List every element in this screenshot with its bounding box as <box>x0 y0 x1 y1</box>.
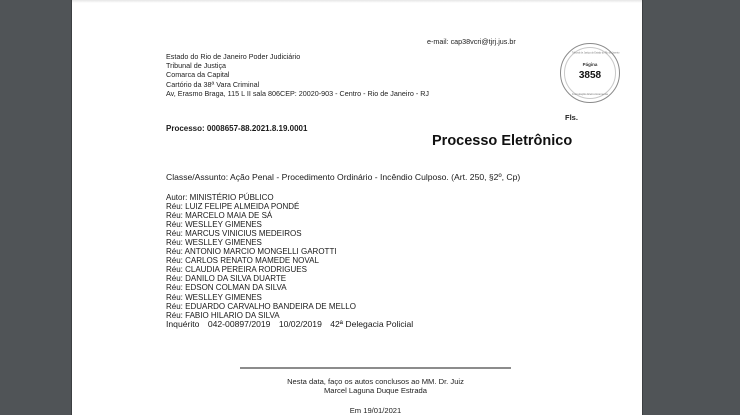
address-text: Av, Erasmo Braga, 115 L II sala 806CEP: 20020-903 - Centro - Rio de Janeiro - RJ <box>166 88 430 98</box>
judge-name: Marcel Laguna Duque Estrada <box>323 386 427 395</box>
document-page <box>72 0 642 415</box>
party-defendant: Réu: EDUARDO CARVALHO BANDEIRA DE MELLO <box>166 301 356 311</box>
header-cartorio-line: Cartório da 38ª Vara Criminal <box>166 79 260 89</box>
party-defendant: Réu: WESLLEY GIMENES <box>166 238 262 248</box>
conclusion-text: Nesta data, faço os autos conclusos ao MM. Dr. Juiz <box>287 377 464 386</box>
party-defendant: Réu: LUIZ FELIPE ALMEIDA PONDÉ <box>166 202 300 212</box>
party-defendant: Réu: WESLLEY GIMENES <box>166 292 262 302</box>
signature-separator-line <box>240 367 511 369</box>
header-email: e-mail: cap38vcri@tjrj.jus.br <box>427 36 516 46</box>
header-address <box>166 89 429 98</box>
process-number: Processo: 0008657-88.2021.8.19.0001 <box>166 124 308 133</box>
page-stamp-seal <box>560 43 620 103</box>
stamp-arc-top-text: Tribunal de Justiça do Estado do Rio de Janeiro <box>572 51 620 55</box>
header-state-line: Estado do Rio de Janeiro Poder Judiciário <box>166 52 301 61</box>
party-defendant: Réu: WESLLEY GIMENES <box>166 220 262 230</box>
header-comarca-line: Comarca da Capital <box>166 70 230 80</box>
inquerito-line <box>166 320 419 329</box>
stamp-page-label: Página <box>582 62 598 67</box>
fls-label: Fls. <box>565 113 578 122</box>
inquerito-label: Inquérito <box>166 319 200 330</box>
party-defendant: Réu: CARLOS RENATO MAMEDE NOVAL <box>166 256 319 266</box>
header-tribunal-line: Tribunal de Justiça <box>166 61 227 71</box>
party-defendant: Réu: MARCELO MAIA DE SÁ <box>166 211 273 221</box>
court-header <box>166 52 429 98</box>
conclusion-block <box>240 377 511 395</box>
party-defendant: Réu: CLAUDIA PEREIRA RODRIGUES <box>166 265 307 275</box>
classe-assunto: Classe/Assunto: Ação Penal - Procedimento Ordinário - Incêndio Culposo. (Art. 250, §2º, Cp) <box>166 172 521 182</box>
document-title: Processo Eletrônico <box>432 133 573 149</box>
inquerito-delegacia: 42ª Delegacia Policial <box>330 319 414 330</box>
inquerito-number: 042-00897/2019 <box>207 319 271 330</box>
inquerito-date: 10/02/2019 <box>278 319 322 330</box>
party-defendant: Réu: EDSON COLMAN DA SILVA <box>166 283 287 293</box>
stamp-arc-bottom-text: Cumulação Eletronicamente <box>571 92 609 96</box>
parties-list <box>166 193 419 329</box>
party-defendant: Réu: DANILO DA SILVA DUARTE <box>166 274 287 284</box>
party-defendant: Réu: FABIO HILARIO DA SILVA <box>166 310 280 320</box>
conclusion-date: Em 19/01/2021 <box>349 406 402 415</box>
party-author: Autor: MINISTÉRIO PÚBLICO <box>166 193 274 202</box>
party-defendant: Réu: MARCUS VINICIUS MEDEIROS <box>166 229 302 239</box>
party-defendant: Réu: ANTONIO MARCIO MONGELLI GAROTTI <box>166 247 337 257</box>
stamp-page-number: 3858 <box>578 70 602 81</box>
page-top-edge <box>72 0 642 3</box>
